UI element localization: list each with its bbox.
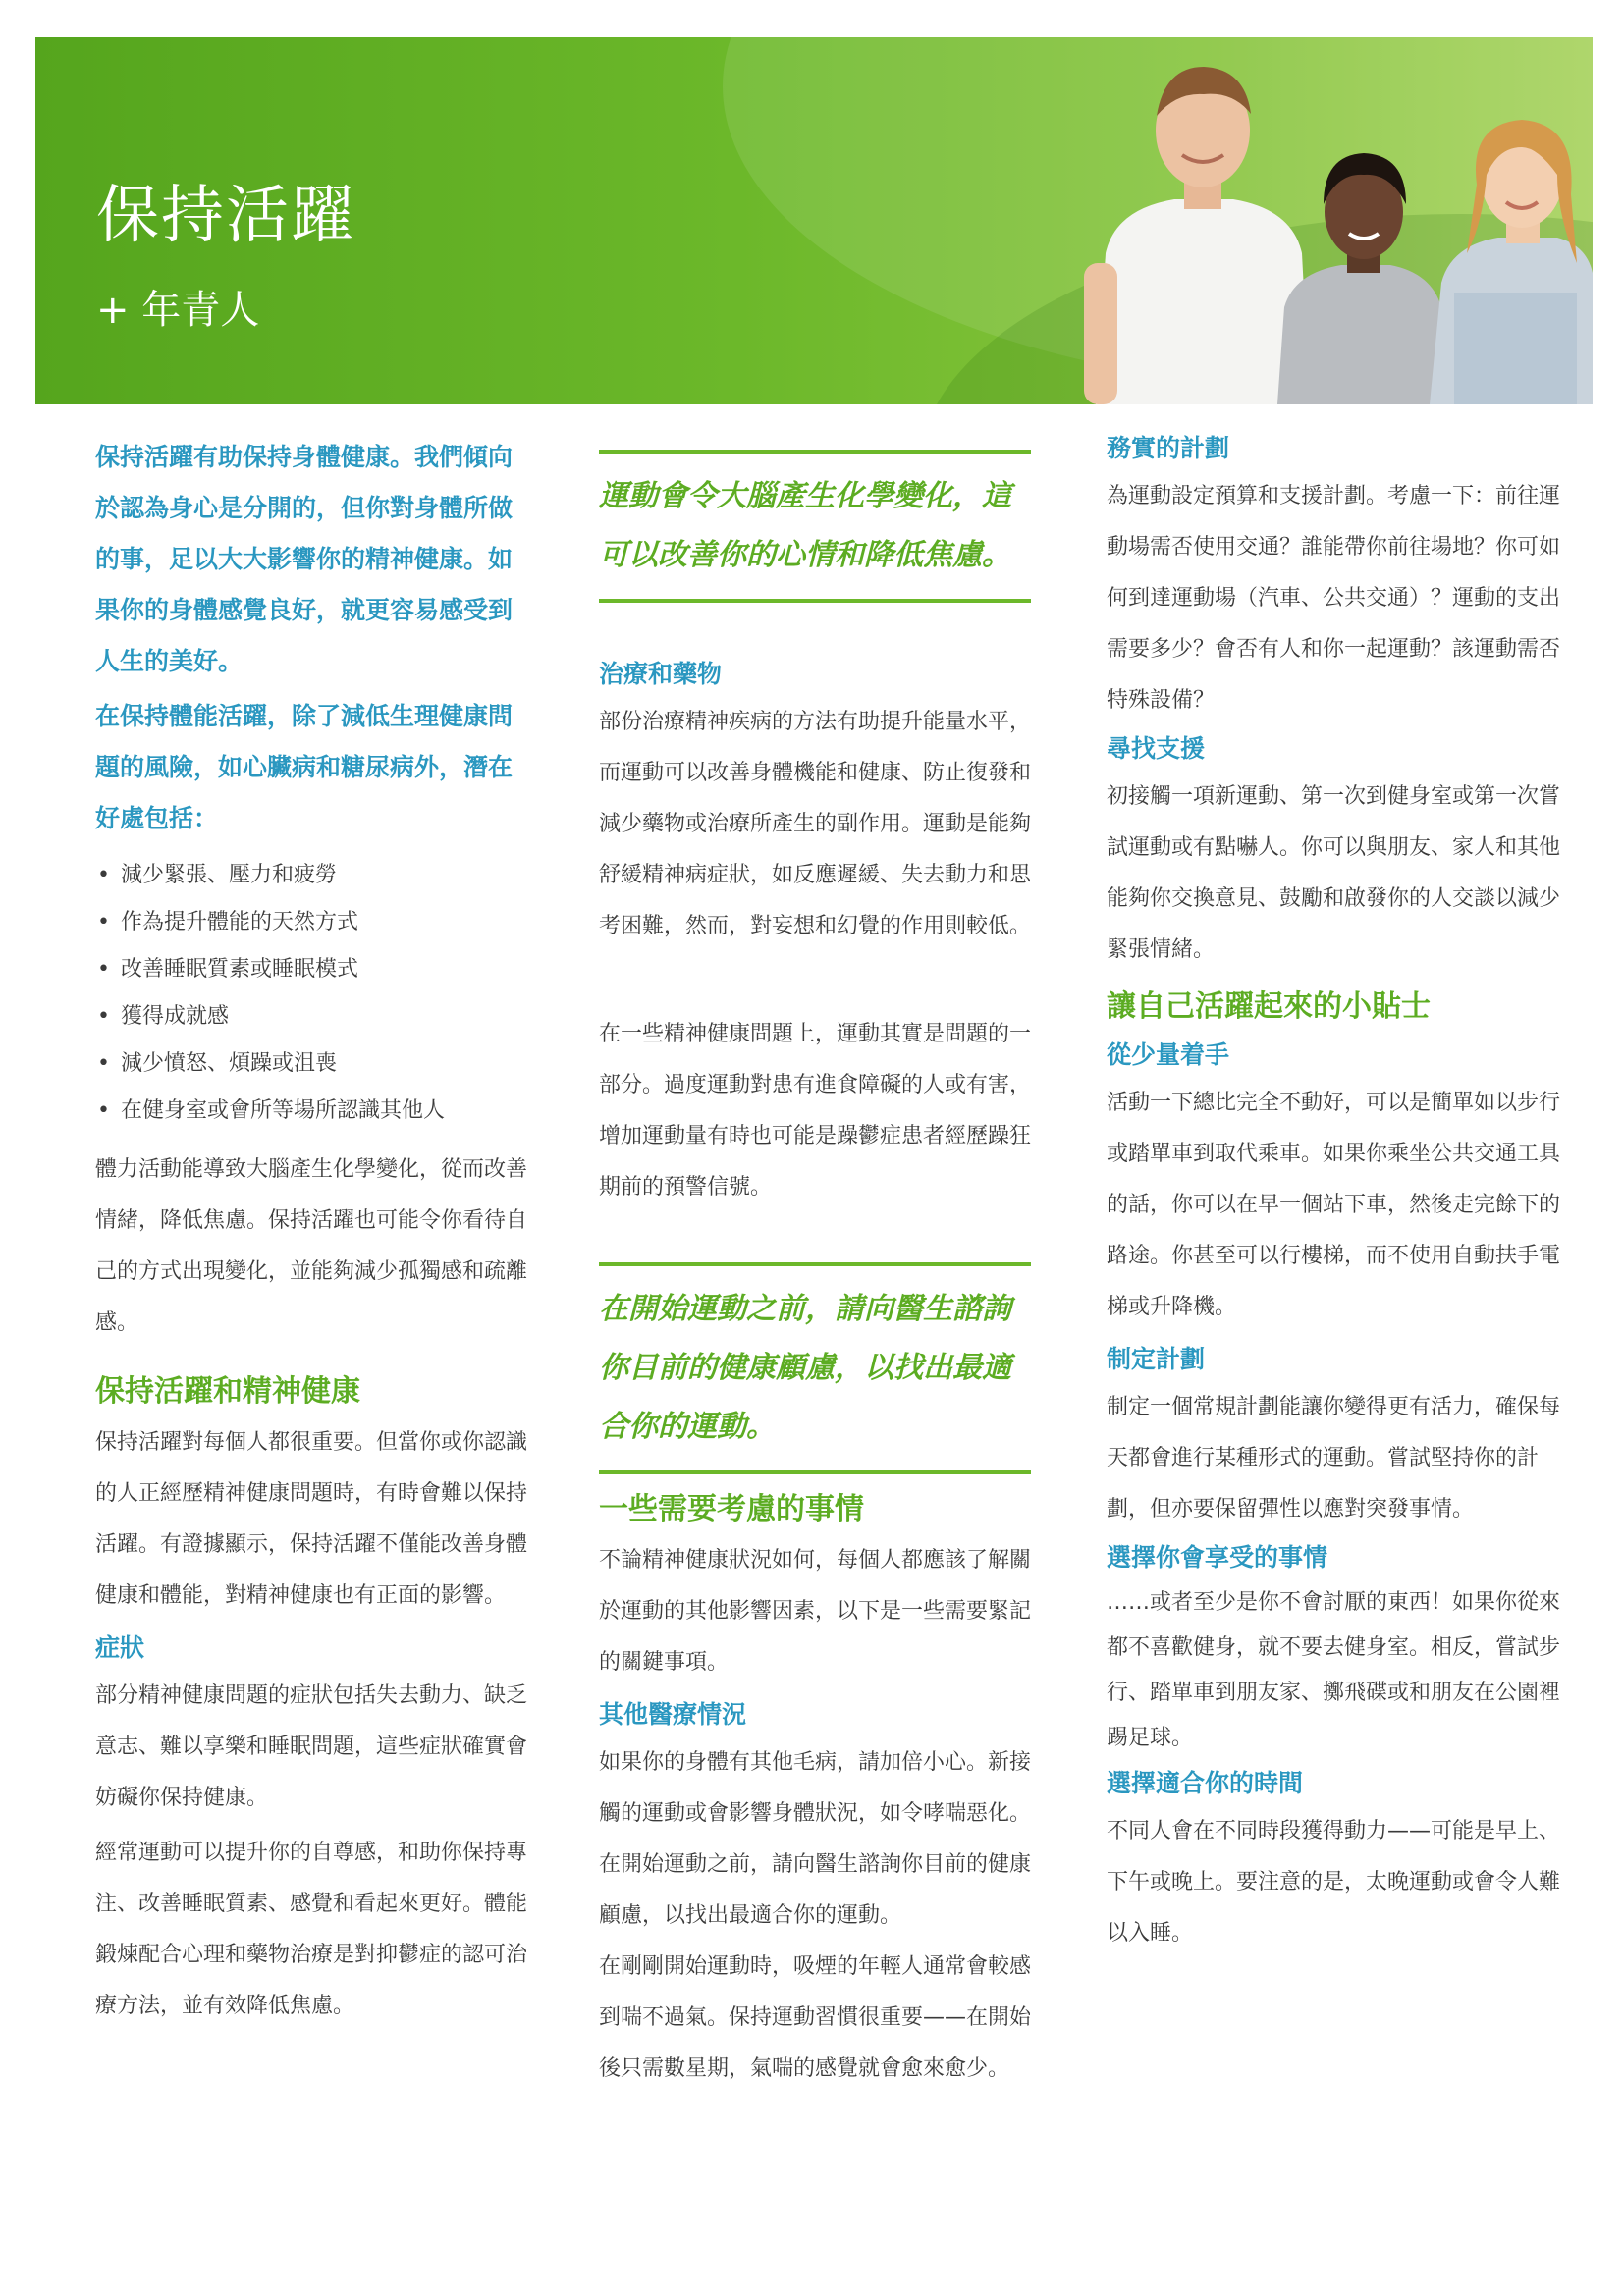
chemistry-paragraph: 體力活動能導致大腦產生化學變化，從而改善情緒，降低焦慮。保持活躍也可能令你看待自己的方式出現變化，並能夠減少孤獨感和疏離感。 [95, 1157, 528, 1335]
column-1 [95, 432, 527, 2032]
column-3 [1107, 426, 1568, 1959]
support-paragraph: 初接觸一項新運動、第一次到健身室或第一次嘗試運動或有點嚇人。你可以與朋友、家人和其他能夠你交換意見、鼓勵和啟發你的人交談以減少緊張情緒。 [1107, 784, 1561, 962]
list-item: • 減少憤怒、煩躁或沮喪 [95, 1041, 527, 1088]
timing-heading: 選擇適合你的時間 [1107, 1769, 1304, 1797]
benefits-intro: 在保持體能活躍，除了減低生理健康問題的風險，如心臟病和糖尿病外，潛在好處包括： [95, 702, 514, 832]
pull-quote-2 [599, 1262, 1031, 1474]
intro-paragraph: 保持活躍有助保持身體健康。我們傾向於認為身心是分開的，但你對身體所做的事，足以大大影響你的精神健康。如果你的身體感覺良好，就更容易感受到人生的美好。 [95, 443, 514, 675]
young-people-photo [1066, 37, 1593, 404]
plan-paragraph: 為運動設定預算和支援計劃。考慮一下：前往運動場需否使用交通？誰能帶你前往場地？你可如何到達運動場（汽車、公共交通）？運動的支出需要多少？會否有人和你一起運動？該運動需否特殊設備？ [1107, 484, 1561, 713]
treatment-paragraph: 部份治療精神疾病的方法有助提升能量水平，而運動可以改善身體機能和健康、防止復發和減少藥物或治療所產生的副作用。運動是能夠舒緩精神病症狀，如反應遲緩、失去動力和思考困難，然而，對妄想和幻覺的作用則較低。 [599, 710, 1032, 938]
column-2 [599, 450, 1031, 2095]
timing-paragraph: 不同人會在不同時段獲得動力——可能是早上、下午或晚上。要注意的是，太晚運動或會令人難以入睡。 [1107, 1819, 1561, 1946]
schedule-paragraph: 制定一個常規計劃能讓你變得更有活力，確保每天都會進行某種形式的運動。嘗試堅持你的計劃，但亦要保留彈性以應對突發事情。 [1107, 1395, 1561, 1522]
page-subtitle: + 年青人 [96, 288, 260, 333]
schedule-heading: 制定計劃 [1107, 1345, 1206, 1373]
considerations-heading: 一些需要考慮的事情 [599, 1492, 864, 1526]
pull-quote-text: 在開始運動之前，請向醫生諮詢你目前的健康顧慮，以找出最適合你的運動。 [599, 1292, 1011, 1444]
pull-quote-text: 運動會令大腦產生化學變化，這可以改善你的心情和降低焦慮。 [599, 479, 1011, 572]
plan-heading: 務實的計劃 [1107, 434, 1230, 462]
list-item: • 作為提升體能的天然方式 [95, 899, 527, 946]
enjoy-paragraph: ……或者至少是你不會討厭的東西！如果你從來都不喜歡健身，就不要去健身室。相反，嘗試步行、踏單車到朋友家、擲飛碟或和朋友在公園裡踢足球。 [1107, 1590, 1561, 1750]
considerations-paragraph: 不論精神健康狀況如何，每個人都應該了解關於運動的其他影響因素，以下是一些需要緊記的關鍵事項。 [599, 1548, 1032, 1675]
symptoms-heading: 症狀 [95, 1633, 145, 1662]
support-heading: 尋找支援 [1107, 734, 1206, 763]
smoking-paragraph: 在剛剛開始運動時，吸煙的年輕人通常會較感到喘不過氣。保持運動習慣很重要——在開始後只需數星期，氣喘的感覺就會愈來愈少。 [599, 1954, 1032, 2081]
self-esteem-paragraph: 經常運動可以提升你的自尊感，和助你保持專注、改善睡眠質素、感覺和看起來更好。體能鍛煉配合心理和藥物治療是對抑鬱症的認可治療方法，並有效降低焦慮。 [95, 1841, 528, 2018]
benefits-list [95, 852, 527, 1135]
person-left [1084, 67, 1310, 404]
list-item: • 在健身室或會所等場所認識其他人 [95, 1088, 445, 1135]
mental-health-paragraph: 保持活躍對每個人都很重要。但當你或你認識的人正經歷精神健康問題時，有時會難以保持活躍。有證據顯示，保持活躍不僅能改善身體健康和體能，對精神健康也有正面的影響。 [95, 1430, 528, 1608]
tips-heading: 讓自己活躍起來的小貼士 [1107, 989, 1431, 1024]
excess-exercise-paragraph: 在一些精神健康問題上，運動其實是問題的一部分。過度運動對患有進食障礙的人或有害，增加運動量有時也可能是躁鬱症患者經歷躁狂期前的預警信號。 [599, 1022, 1032, 1200]
pull-quote-1 [599, 450, 1031, 603]
page-title: 保持活躍 [96, 180, 355, 252]
treatment-heading: 治療和藥物 [599, 660, 723, 688]
list-item: • 減少緊張、壓力和疲勞 [95, 852, 527, 899]
medical-heading: 其他醫療情況 [599, 1700, 747, 1729]
section-heading-mental-health: 保持活躍和精神健康 [95, 1374, 360, 1409]
start-small-paragraph: 活動一下總比完全不動好，可以是簡單如以步行或踏單車到取代乘車。如果你乘坐公共交通工具的話，你可以在早一個站下車，然後走完餘下的路途。你甚至可以行樓梯，而不使用自動扶手電梯或升降機。 [1107, 1091, 1561, 1319]
person-right [1430, 120, 1593, 404]
medical-paragraph: 如果你的身體有其他毛病，請加倍小心。新接觸的運動或會影響身體狀況，如令哮喘惡化。在開始運動之前，請向醫生諮詢你目前的健康顧慮，以找出最適合你的運動。 [599, 1750, 1032, 1928]
enjoy-heading: 選擇你會享受的事情 [1107, 1543, 1328, 1572]
start-small-heading: 從少量着手 [1107, 1041, 1230, 1069]
list-item: • 改善睡眠質素或睡眠模式 [95, 946, 527, 993]
symptoms-paragraph: 部分精神健康問題的症狀包括失去動力、缺乏意志、難以享樂和睡眠問題，這些症狀確實會妨礙你保持健康。 [95, 1683, 528, 1810]
header-banner [35, 37, 1593, 404]
list-item: • 獲得成就感 [95, 993, 527, 1041]
